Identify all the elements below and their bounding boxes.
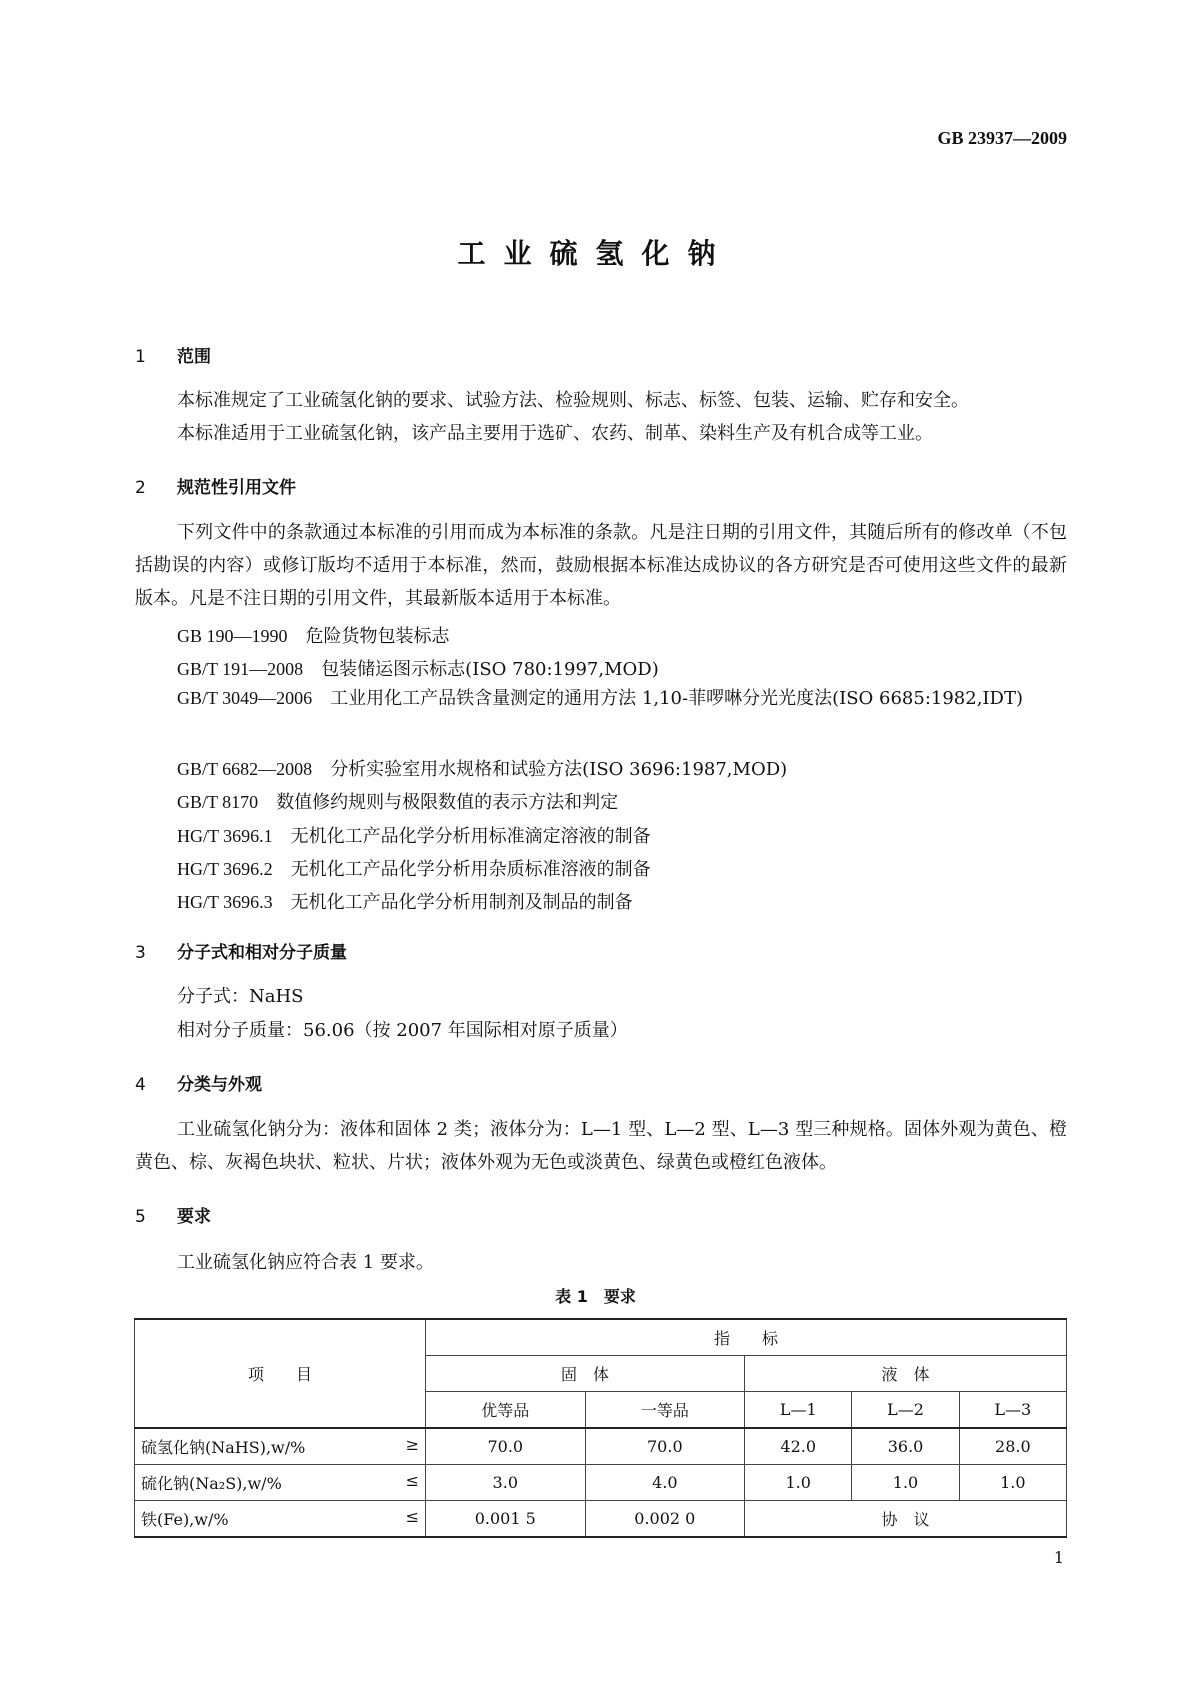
standard-number: GB 23937—2009 xyxy=(937,128,1067,148)
cell: 28.0 xyxy=(959,1428,1066,1465)
document-title: 工业硫氢化钠 xyxy=(457,237,734,270)
row-item: 硫化钠(Na₂S),w/% ≤ xyxy=(135,1465,426,1501)
table-row xyxy=(135,1428,1067,1465)
reference-item: GB/T 8170 数值修约规则与极限数值的表示方法和判定 xyxy=(177,792,619,813)
cell: 4.0 xyxy=(585,1465,745,1501)
section-1-heading: 1 范围 xyxy=(135,347,211,367)
column-header: 一等品 xyxy=(585,1392,745,1429)
reference-item: GB/T 6682—2008 分析实验室用水规格和试验方法(ISO 3696:1987,MOD) xyxy=(177,759,788,780)
column-header: 优等品 xyxy=(426,1392,586,1429)
paragraph: 工业硫氢化钠应符合表 1 要求。 xyxy=(177,1252,434,1273)
cell: 1.0 xyxy=(959,1465,1066,1501)
row-item: 铁(Fe),w/% ≤ xyxy=(135,1501,426,1538)
cell: 70.0 xyxy=(426,1428,586,1465)
paragraph: 工业硫氢化钠分为：液体和固体 2 类；液体分为：L—1 型、L—2 型、L—3 型三种规格。固体外观为黄色、橙黄色、棕、灰褐色块状、粒状、片状；液体外观为无色或淡黄色、绿黄色或橙红色液体。 xyxy=(135,1119,1067,1173)
paragraph: 相对分子质量：56.06（按 2007 年国际相对原子质量） xyxy=(177,1020,628,1041)
table-caption: 表 1 要求 xyxy=(555,1287,636,1306)
row-item: 硫氢化钠(NaHS),w/% ≥ xyxy=(135,1428,426,1465)
reference-item: GB/T 191—2008 包装储运图示标志(ISO 780:1997,MOD) xyxy=(177,659,659,680)
item-header: 项 目 xyxy=(135,1319,426,1428)
section-4-heading: 4 分类与外观 xyxy=(135,1075,262,1095)
cell: 1.0 xyxy=(745,1465,852,1501)
reference-item: GB/T 3049—2006 工业用化工产品铁含量测定的通用方法 1,10-菲啰啉分光光度法(ISO 6685:1982,IDT) xyxy=(177,688,1023,709)
solid-header: 固 体 xyxy=(426,1356,745,1392)
section-5-heading: 5 要求 xyxy=(135,1207,211,1227)
reference-item: HG/T 3696.3 无机化工产品化学分析用制剂及制品的制备 xyxy=(177,892,633,913)
column-header: L—3 xyxy=(959,1392,1066,1429)
section-3-heading: 3 分子式和相对分子质量 xyxy=(135,943,347,963)
table-row xyxy=(135,1465,1067,1501)
paragraph: 本标准适用于工业硫氢化钠，该产品主要用于选矿、农药、制革、染料生产及有机合成等工业。 xyxy=(177,423,933,444)
section-2-heading: 2 规范性引用文件 xyxy=(135,478,296,498)
cell: 0.002 0 xyxy=(585,1501,745,1538)
reference-item: GB 190—1990 危险货物包装标志 xyxy=(177,626,450,647)
cell: 70.0 xyxy=(585,1428,745,1465)
cell: 协 议 xyxy=(745,1501,1067,1538)
column-header: L—1 xyxy=(745,1392,852,1429)
requirements-table xyxy=(134,1318,1067,1538)
page-number: 1 xyxy=(1053,1548,1064,1567)
paragraph: 分子式：NaHS xyxy=(177,986,304,1007)
index-header: 指 标 xyxy=(426,1319,1067,1356)
cell: 42.0 xyxy=(745,1428,852,1465)
reference-item: HG/T 3696.2 无机化工产品化学分析用杂质标准溶液的制备 xyxy=(177,859,651,880)
cell: 1.0 xyxy=(852,1465,959,1501)
table-row xyxy=(135,1501,1067,1538)
cell: 0.001 5 xyxy=(426,1501,586,1538)
column-header: L—2 xyxy=(852,1392,959,1429)
cell: 3.0 xyxy=(426,1465,586,1501)
cell: 36.0 xyxy=(852,1428,959,1465)
paragraph: 下列文件中的条款通过本标准的引用而成为本标准的条款。凡是注日期的引用文件，其随后所有的修改单（不包括勘误的内容）或修订版均不适用于本标准，然而，鼓励根据本标准达成协议的各方研究是否可使用这些文件的最新版本。凡是不注日期的引用文件，其最新版本适用于本标准。 xyxy=(135,522,1067,609)
paragraph: 本标准规定了工业硫氢化钠的要求、试验方法、检验规则、标志、标签、包装、运输、贮存和安全。 xyxy=(177,390,969,411)
liquid-header: 液 体 xyxy=(745,1356,1067,1392)
reference-item: HG/T 3696.1 无机化工产品化学分析用标准滴定溶液的制备 xyxy=(177,826,651,847)
